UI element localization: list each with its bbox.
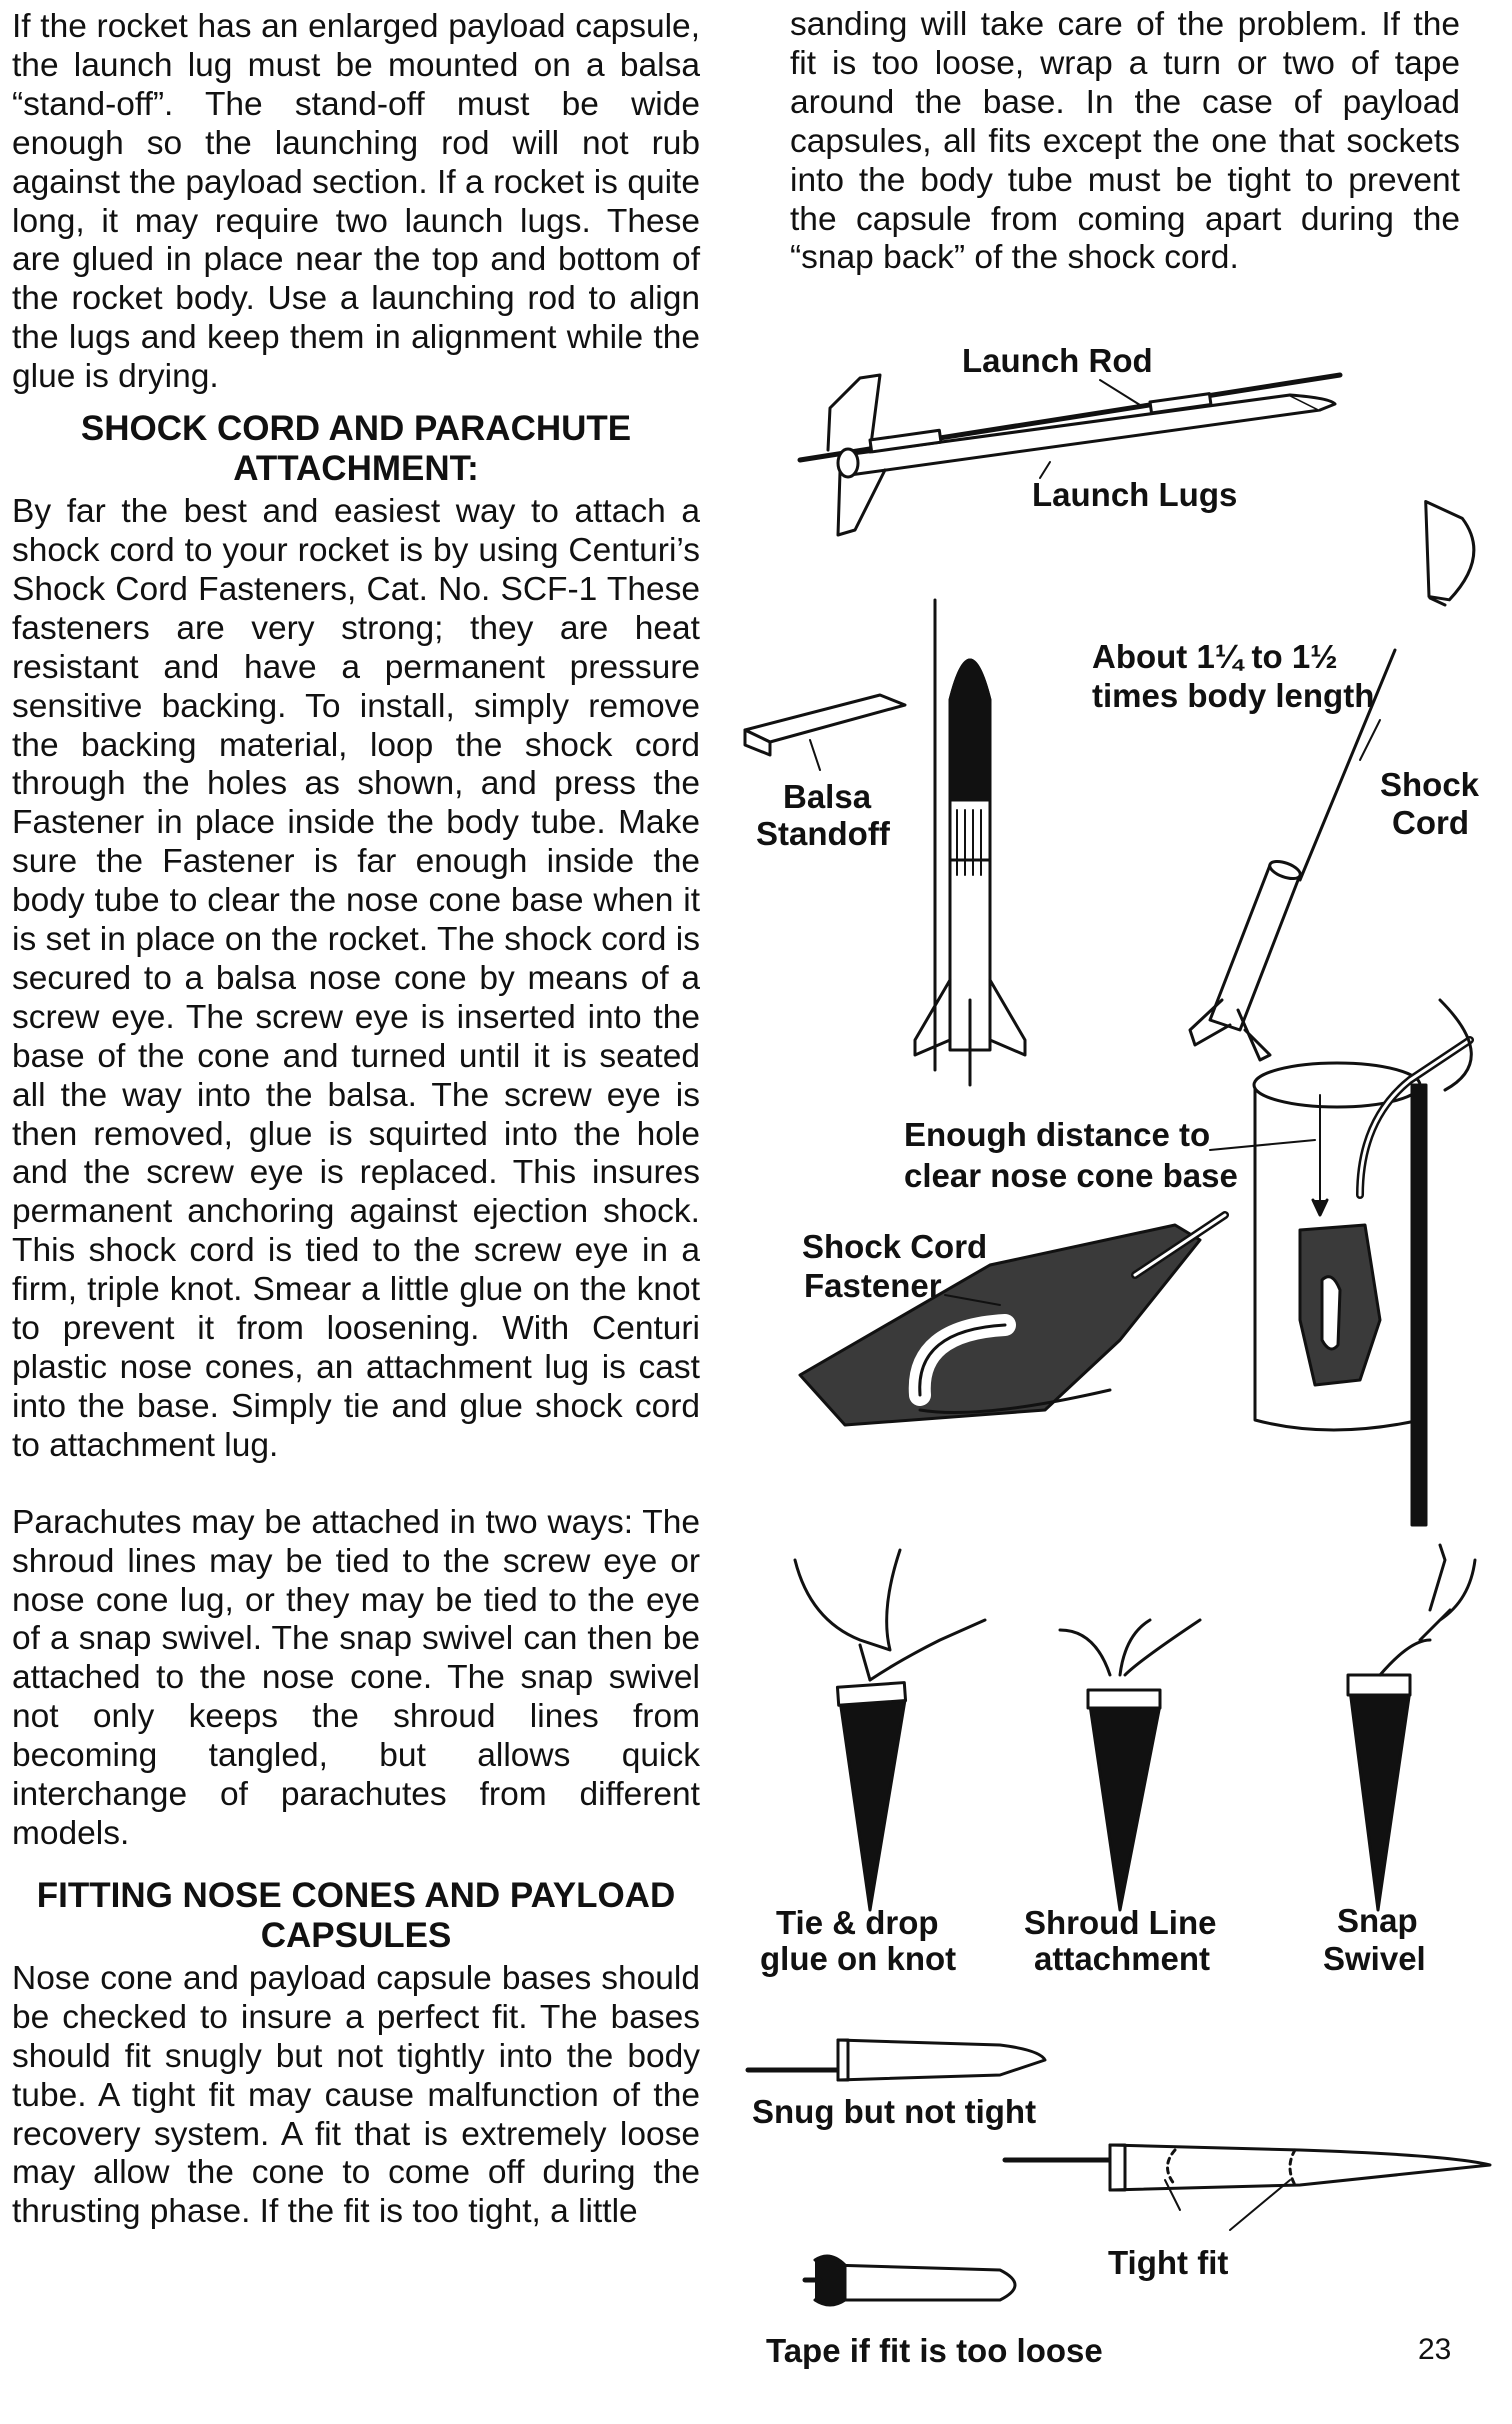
fitting-paragraph: Nose cone and payload capsule bases should be checked to insure a perfect fit. The bases should fit snugly but not tightly into the body tube. A tight fit may cause malfunction of the recovery system. A fit that is extremely loose may allow the cone to come off during the thrusting phase. If the fit is too tight, a little	[12, 1959, 700, 2231]
label-shroud-line-2: attachment	[1034, 1940, 1211, 1977]
heading-shock-cord: SHOCK CORD AND PARACHUTE ATTACHMENT:	[80, 409, 632, 489]
body-tube-cutaway-illustration	[1210, 1000, 1471, 1525]
label-tie-drop-2: glue on knot	[760, 1940, 957, 1977]
intro-paragraph: If the rocket has an enlarged payload capsule, the launch lug must be mounted on a balsa “stand-off”. The stand-off must be wide enough so the launching rod will not rub against the payload section. If a rocket is quite long, it may require two launch lugs. These are glued in place near the top and bottom of the rocket body. Use a launching rod to align the lugs and keep them in alignment while the glue is drying.	[12, 8, 700, 396]
label-standoff: Standoff	[756, 815, 890, 852]
label-launch-rod: Launch Rod	[962, 342, 1153, 379]
label-shock-cord-fastener-2: Fastener	[804, 1267, 942, 1304]
parachutes-paragraph: Parachutes may be attached in two ways: The shroud lines may be tied to the screw eye or nose cone lug, or they may be tied to the eye of a snap swivel. The snap swivel can then be attached to the nose cone. The snap swivel not only keeps the shroud lines from becoming tangled, but allows quick interchange of parachutes from different models.	[12, 1503, 700, 1852]
shock-cord-paragraph: By far the best and easiest way to attach a shock cord to your rocket is by using Centuri’s Shock Cord Fasteners, Cat. No. SCF-1 These fasteners are very strong; they are heat resistant and have a permanent pressure sensitive backing. To install, simply remove the backing material, loop the shock cord through the holes as shown, and press the Fastener in place inside the body tube. Make sure the Fastener is far enough inside the body tube to clear the nose cone base when it is set in place on the rocket. The shock cord is secured to a balsa nose cone by means of a screw eye. The screw eye is inserted into the base of the cone and turned until it is seated all the way into the balsa. The screw eye is then removed, glue is squirted into the hole and the screw eye is replaced. This insures permanent anchoring against ejection shock. This shock cord is tied to the screw eye in a firm, triple knot. Smear a little glue on the knot to prevent it from loosening. With Centuri plastic nose cones, an attachment lug is cast into the base. Simply tie and glue shock cord to attachment lug.	[12, 493, 700, 1464]
page-number: 23	[1418, 2333, 1452, 2366]
label-snug: Snug but not tight	[752, 2093, 1037, 2130]
heading-fitting: FITTING NOSE CONES AND PAYLOAD CAPSULES	[36, 1875, 676, 1955]
label-balsa: Balsa	[783, 778, 872, 815]
label-shock-cord-fastener-1: Shock Cord	[802, 1228, 988, 1265]
label-tie-drop-1: Tie & drop	[776, 1904, 939, 1941]
label-shock: Shock	[1380, 766, 1480, 803]
continuation-paragraph: sanding will take care of the problem. If the fit is too loose, wrap a turn or two of tape around the base. In the case of payload capsules, all fits except the one that sockets into the body tube must be tight to prevent the capsule from coming apart during the “snap back” of the shock cord.	[790, 6, 1460, 277]
label-enough-distance-1: Enough distance to	[904, 1116, 1211, 1153]
label-shroud-line-1: Shroud Line	[1024, 1904, 1217, 1941]
label-body-length-1: About 1¼ to 1½	[1092, 638, 1338, 675]
label-enough-distance-2: clear nose cone base	[904, 1157, 1238, 1194]
label-tight-fit: Tight fit	[1108, 2244, 1229, 2281]
label-launch-lugs: Launch Lugs	[1032, 476, 1238, 513]
label-swivel: Swivel	[1323, 1940, 1426, 1977]
label-tape: Tape if fit is too loose	[766, 2332, 1103, 2369]
nose-cones-illustration	[795, 1545, 1475, 1910]
label-snap: Snap	[1337, 1902, 1418, 1939]
label-body-length-2: times body length	[1092, 677, 1375, 714]
label-cord: Cord	[1392, 804, 1469, 841]
